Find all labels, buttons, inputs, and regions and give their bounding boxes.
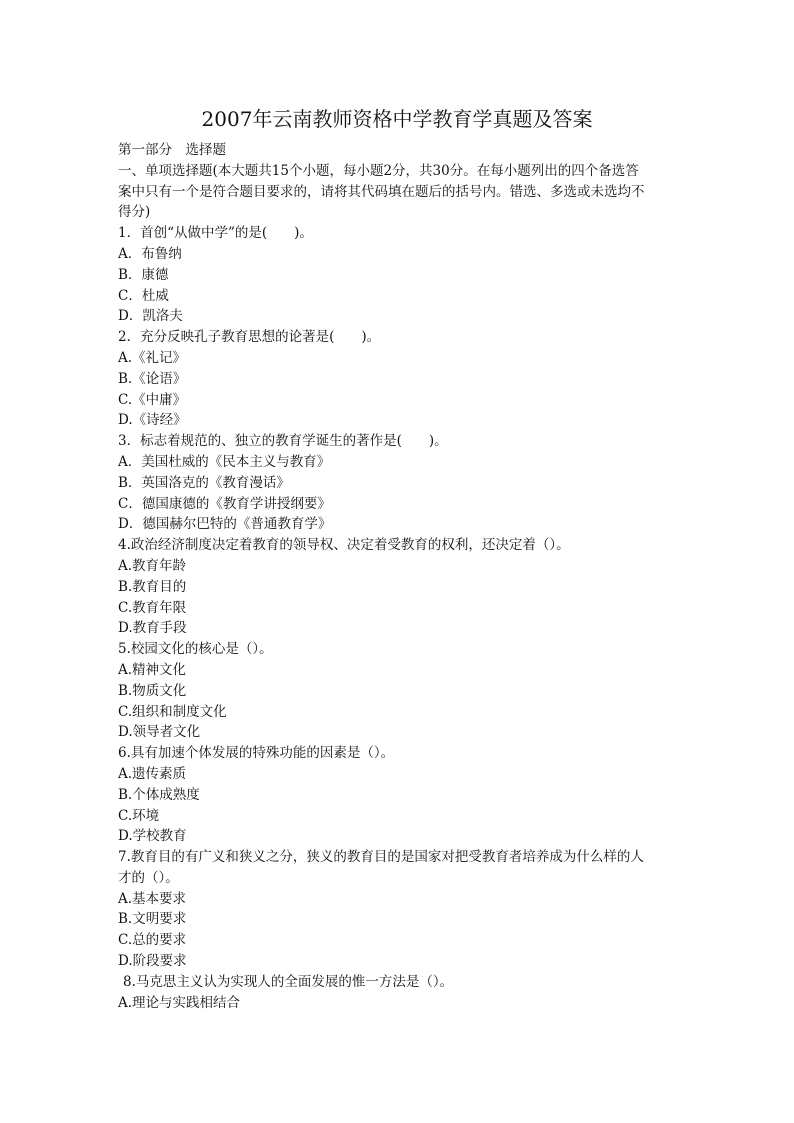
- section-heading: 第一部分 选择题: [118, 142, 226, 158]
- option-2b: B.《论语》: [118, 370, 187, 387]
- option-6c: C.环境: [118, 807, 160, 824]
- option-1a: A．布鲁纳: [118, 245, 182, 262]
- option-2a: A.《礼记》: [118, 349, 187, 366]
- question-6: 6.具有加速个体发展的特殊功能的因素是（）。: [118, 745, 395, 762]
- instructions-line-3: 得分): [118, 204, 151, 221]
- option-4d: D.教育手段: [118, 620, 187, 637]
- question-7-line-2: 才的（）。: [118, 869, 179, 886]
- option-5b: B.物质文化: [118, 682, 187, 699]
- option-2d: D.《诗经》: [118, 412, 187, 429]
- option-4b: B.教育目的: [118, 578, 187, 595]
- option-6a: A.遗传素质: [118, 765, 187, 782]
- question-4: 4.政治经济制度决定着教育的领导权、决定着受教育的权利，还决定着（）。: [118, 537, 570, 554]
- question-3: 3．标志着规范的、独立的教育学诞生的著作是( )。: [118, 433, 448, 450]
- option-8a: A.理论与实践相结合: [118, 994, 241, 1011]
- option-4a: A.教育年龄: [118, 557, 187, 574]
- option-3c: C．德国康德的《教育学讲授纲要》: [118, 495, 331, 512]
- option-1d: D．凯洛夫: [118, 308, 183, 325]
- option-1c: C．杜威: [118, 287, 169, 304]
- option-7c: C.总的要求: [118, 932, 187, 949]
- instructions-line-2: 案中只有一个是符合题目要求的，请将其代码填在题后的括号内。错选、多选或未选均不: [118, 183, 645, 200]
- option-7b: B.文明要求: [118, 911, 187, 928]
- document-body: [118, 140, 678, 1013]
- option-3b: B．英国洛克的《教育漫话》: [118, 474, 290, 491]
- question-7-line-1: 7.教育目的有广义和狭义之分，狭义的教育目的是国家对把受教育者培养成为什么样的人: [118, 849, 644, 866]
- option-7a: A.基本要求: [118, 890, 187, 907]
- option-5a: A.精神文化: [118, 661, 187, 678]
- question-8: 8.马克思主义认为实现人的全面发展的惟一方法是（）。: [123, 973, 454, 990]
- option-5d: D.领导者文化: [118, 724, 201, 741]
- option-6b: B.个体成熟度: [118, 786, 200, 803]
- question-1: 1．首创“从做中学”的是( )。: [118, 225, 313, 242]
- option-3d: D．德国赫尔巴特的《普通教育学》: [118, 516, 332, 533]
- option-4c: C.教育年限: [118, 599, 187, 616]
- option-1b: B．康德: [118, 266, 169, 283]
- option-3a: A．美国杜威的《民本主义与教育》: [118, 453, 331, 470]
- question-2: 2．充分反映孔子教育思想的论著是( )。: [118, 329, 381, 346]
- option-5c: C.组织和制度文化: [118, 703, 227, 720]
- option-2c: C.《中庸》: [118, 391, 187, 408]
- document-title: 2007年云南教师资格中学教育学真题及答案: [201, 107, 593, 131]
- instructions-line-1: 一、单项选择题(本大题共15个小题，每小题2分，共30分。在每小题列出的四个备选答: [118, 162, 639, 179]
- option-6d: D.学校教育: [118, 828, 187, 845]
- question-5: 5.校园文化的核心是（）。: [118, 641, 273, 658]
- option-7d: D.阶段要求: [118, 953, 187, 970]
